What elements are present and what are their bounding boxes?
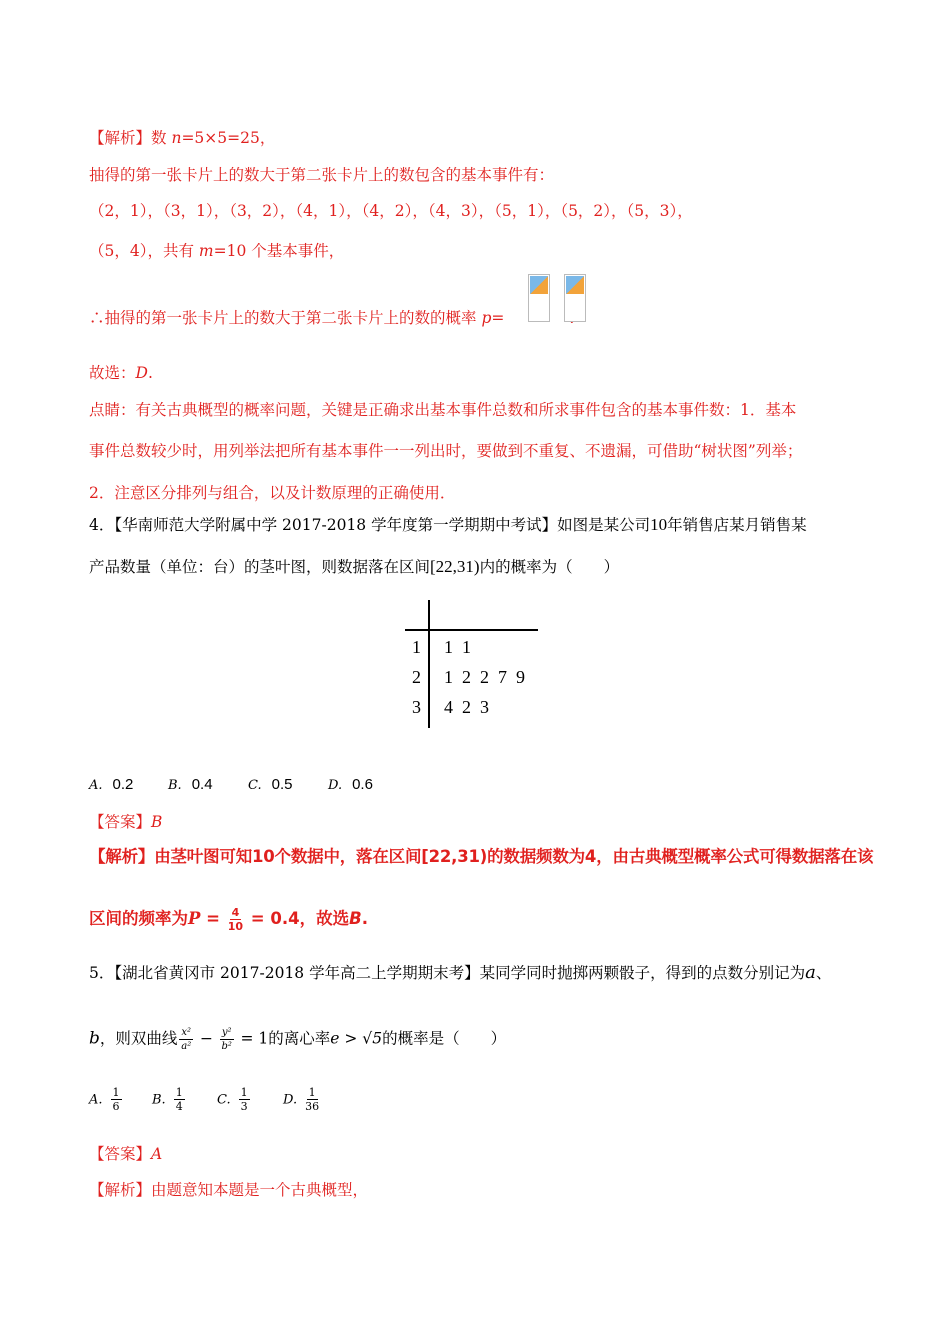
numerator: 1 [175,1086,183,1099]
numerator: 1 [112,1086,120,1099]
fraction [239,1086,250,1113]
text: 内的概率为（ ） [479,558,620,576]
option-value: 0.6 [352,776,373,793]
denominator: a² [181,1041,192,1052]
text: 区间的频率为 [89,909,188,928]
option-label: A. [89,778,103,793]
q4-option-b [168,775,213,793]
q5-line-2 [89,1026,506,1053]
analysis-tag: 【解析】 [89,129,152,147]
fraction [228,906,243,933]
q4-option-c [248,775,292,793]
denominator: b² [221,1041,232,1052]
text: 5．【湖北省黄冈市 2017-2018 学年高二上学期期末考】某同学同时抛掷两颗骰子，得到的点数分别记为 [89,964,806,982]
q4-line-1 [89,514,807,536]
text: 产品数量（单位：台）的茎叶图，则数据落在区间 [89,558,431,576]
analysis-line-6 [89,362,153,384]
answer-value: A [151,1145,163,1163]
option-label: D. [283,1092,298,1108]
q5-option-a [89,1086,124,1113]
q5-line-1 [89,962,831,984]
note-line-3: 2．注意区分排列与组合，以及计数原理的正确使用． [89,484,456,502]
option-value: 0.2 [112,776,134,793]
option-label: C. [217,1092,231,1108]
answer-tag: 【答案】 [89,1145,152,1163]
stem-horizontal-line [405,629,538,631]
answer-tag: 【答案】 [89,813,152,831]
fraction-y2-b2 [220,1026,234,1053]
numerator: 1 [308,1086,316,1099]
denominator: 10 [227,920,244,933]
note-line-1: 点睛：有关古典概型的概率问题，关键是正确求出基本事件总数和所求事件包含的基本事件数：1．基本 [89,401,797,419]
answer-value: B [151,813,163,831]
text: 的概率是（ ） [382,1029,507,1048]
option-label: A. [89,1092,103,1108]
q4-option-d [328,775,373,793]
text: 4．【华南师范大学附属中学 2017-2018 学年度第一学期期中考试】如图是某公司 [89,516,651,534]
denominator: 4 [175,1100,183,1113]
analysis-line-1 [89,127,275,149]
q4-analysis-line-2 [89,906,368,933]
text: （5，4），共有 [89,242,199,260]
denominator: 6 [112,1100,120,1113]
stem-3: 3 [412,697,421,717]
q4-analysis-line-1: 【解析】由茎叶图可知10个数据中，落在区间[22,31)的数据频数为4，由古典概型概率公式可得数据落在该 [89,847,874,866]
option-value: 0.5 [271,776,293,793]
var-p: p [481,309,492,327]
fraction [305,1086,319,1113]
fraction [111,1086,122,1113]
denominator: 36 [305,1100,320,1113]
var-a: a [805,962,816,983]
note-line-2: 事件总数较少时，用列举法把所有基本事件一一列出时，要做到不重复、不遗漏，可借助“树状图”列举； [89,442,803,460]
leaves-2: 1 2 2 7 9 [444,667,525,687]
option-value: 0.4 [191,776,213,793]
minus: − [195,1029,218,1048]
numerator: x² [181,1027,192,1038]
text: 的离心率 [268,1029,331,1048]
eccentricity: e > √5 [330,1029,383,1048]
q5-option-c [217,1086,252,1113]
var-b: b [89,1028,100,1049]
numerator: 1 [240,1086,248,1099]
text: =5×5=25， [181,129,276,147]
equals: = [491,309,505,327]
numerator: y² [221,1027,232,1038]
text: 由题意知本题是一个古典概型， [151,1181,369,1199]
denominator: 3 [240,1100,248,1113]
broken-image-icon [528,274,550,322]
analysis-line-2: 抽得的第一张卡片上的数大于第二张卡片上的数包含的基本事件有： [89,166,555,184]
option-label: B. [152,1092,166,1108]
text: ，则双曲线 [99,1029,178,1048]
text: ∴抽得的第一张卡片上的数大于第二张卡片上的数的概率 [89,309,482,327]
analysis-line-5 [89,307,574,329]
numerator: 4 [231,906,240,919]
option-label: B. [168,778,182,793]
var-b: B [349,909,362,928]
q5-answer [89,1143,162,1165]
text: 数 [151,129,172,147]
analysis-tag: 【解析】 [89,1181,152,1199]
interval: [22,31) [430,557,480,576]
text: 故选： [89,364,136,382]
analysis-line-4 [89,240,344,262]
text: 、 [815,964,832,982]
period: . [361,909,368,928]
broken-image-icon [564,274,586,322]
equals: = [200,909,226,928]
leaves-1: 1 1 [444,637,471,657]
text: =10 个基本事件， [213,242,345,260]
var-n: n [171,129,182,147]
q4-option-a [89,775,133,793]
option-label: C. [248,778,262,793]
number: 10 [650,515,668,534]
stem-1: 1 [412,637,421,657]
text: = 0.4，故选 [245,909,350,928]
q5-analysis [89,1179,368,1201]
fraction [174,1086,185,1113]
equals-one: = 1 [235,1029,269,1048]
text: . [147,364,153,382]
option-label: D. [328,778,343,793]
q4-line-2 [89,556,619,578]
var-m: m [198,242,214,260]
text: 年销售店某月销售某 [667,516,807,534]
var-p: P [188,909,201,928]
stem-leaf-plot [400,600,550,730]
q5-option-d [283,1086,321,1113]
stem-vertical-line [428,600,430,728]
analysis-line-3: （2，1），（3，1），（3，2），（4，1），（4，2），（4，3），（5，1），（5，2），（5，3）， [89,202,693,220]
stem-2: 2 [412,667,421,687]
q5-option-b [152,1086,187,1113]
leaves-3: 4 2 3 [444,697,489,717]
fraction-x2-a2 [179,1026,193,1053]
q4-answer [89,811,162,833]
var-d: D [135,364,148,382]
